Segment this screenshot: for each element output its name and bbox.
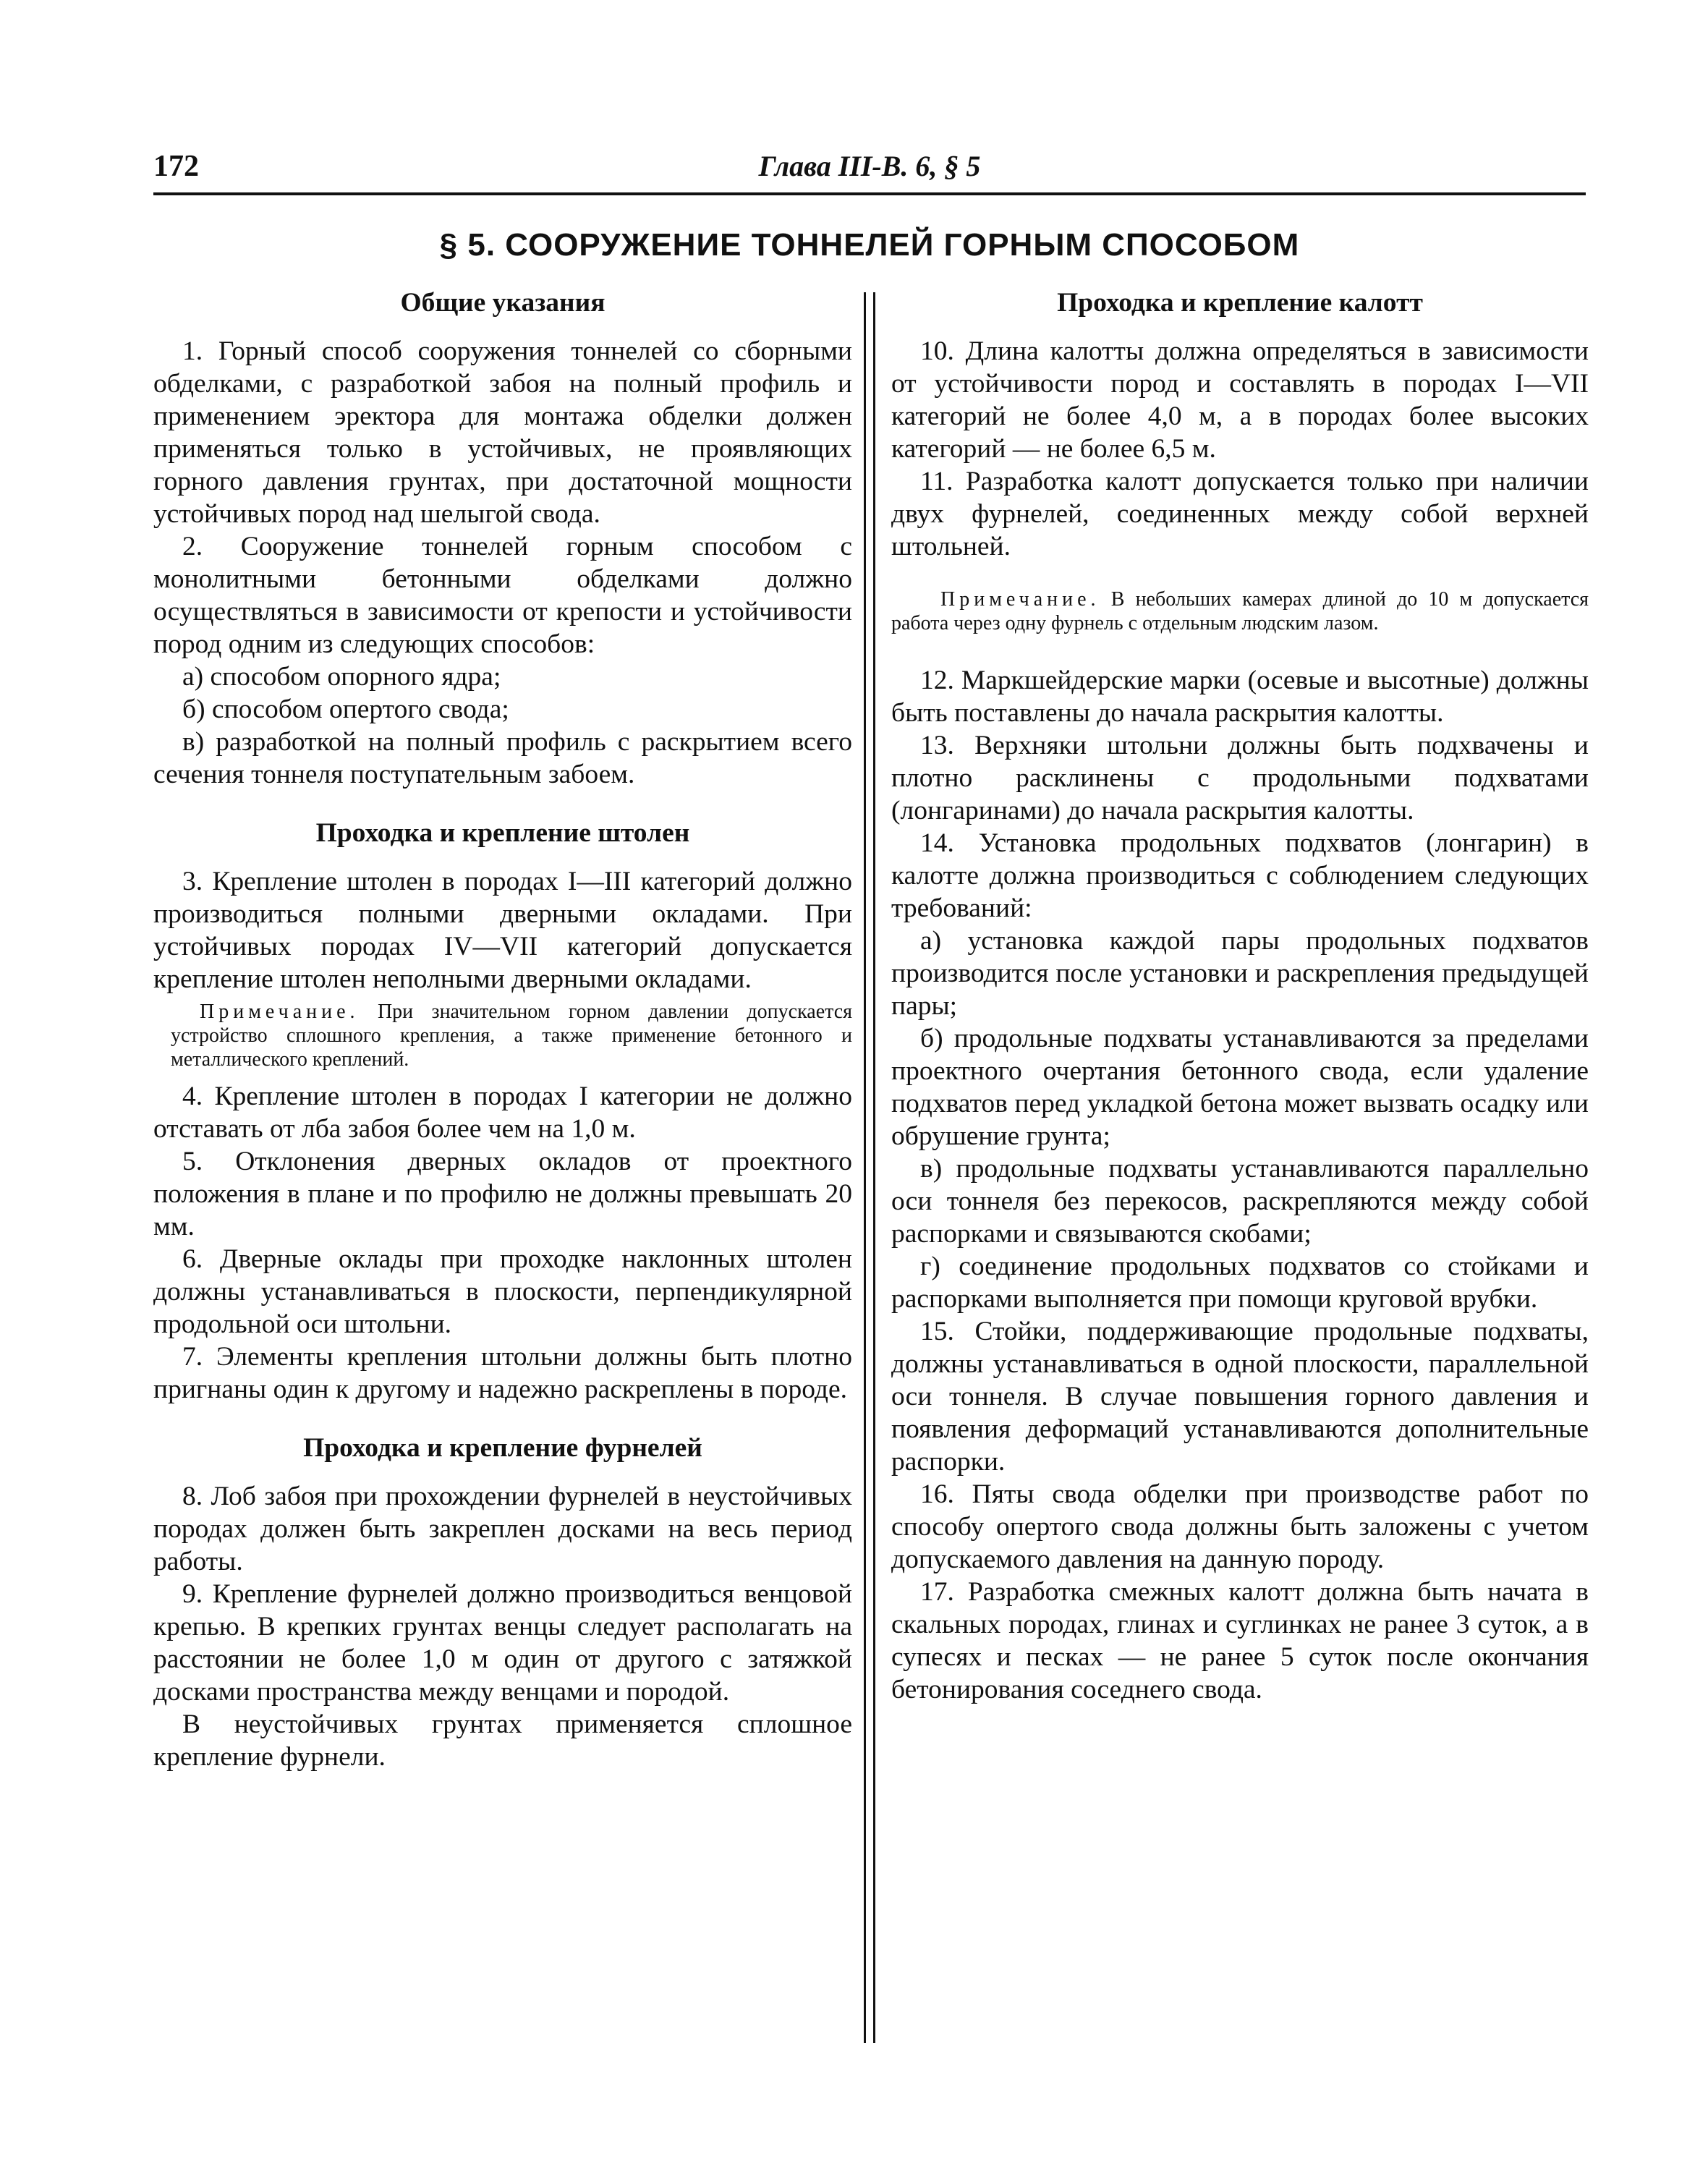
paragraph-4: 4. Крепление штолен в породах I категории не должно отставать от лба забоя более чем на 1,0 м. (153, 1082, 852, 1144)
paragraph-3: 3. Крепление штолен в породах I—III категорий должно производиться полными дверными окладами. При устойчивых породах IV—VII категорий допускается крепление штолен неполными дверными окладами. (153, 867, 852, 994)
paragraph-14d: г) соединение продольных подхватов со стойками и распорками выполняется при помощи круговой врубки. (891, 1252, 1589, 1314)
section-title: § 5. СООРУЖЕНИЕ ТОННЕЛЕЙ ГОРНЫМ СПОСОБОМ (439, 227, 1300, 263)
paragraph-2c: в) разработкой на полный профиль с раскрытием всего сечения тоннеля поступательным забоем. (153, 727, 852, 789)
heading-shafts: Проходка и крепление фурнелей (303, 1433, 702, 1463)
paragraph-15: 15. Стойки, поддерживающие продольные подхваты, должны устанавливаться в одной плоскости, параллельной оси тоннеля. В случае повышения горного давления и появления деформаций устанавливаются дополнительные распорки. (891, 1317, 1589, 1477)
paragraph-7: 7. Элементы крепления штольни должны быть плотно пригнаны один к другому и надежно раскреплены в породе. (153, 1342, 852, 1404)
paragraph-13: 13. Верхняки штольни должны быть подхвачены и плотно расклинены с продольными подхватами (лонгаринами) до начала раскрытия калотты. (891, 731, 1589, 825)
paragraph-17: 17. Разработка смежных калотт должна быть начата в скальных породах, глинах и суглинках не ранее 3 суток, а в супесях и песках — не ранее 5 суток после окончания бетонирования соседнего свода. (891, 1577, 1589, 1704)
paragraph-2: 2. Сооружение тоннелей горным способом с монолитными бетонными обделками должно осуществляться в зависимости от крепости и устойчивости пород одним из следующих способов: (153, 532, 852, 659)
paragraph-2a: а) способом опорного ядра; (182, 662, 501, 692)
header-rule (153, 192, 1586, 195)
left-column (153, 286, 852, 1773)
paragraph-14a: а) установка каждой пары продольных подхватов производится после установки и раскрепления предыдущей пары; (891, 926, 1589, 1021)
note-1-label: Примечание. (200, 1001, 360, 1023)
paragraph-14: 14. Установка продольных подхватов (лонгарин) в калотте должна производиться с соблюдением следующих требований: (891, 828, 1589, 923)
heading-general: Общие указания (400, 288, 606, 318)
page-number: 172 (153, 150, 199, 183)
chapter-reference: Глава III-В. 6, § 5 (758, 150, 981, 182)
paragraph-1: 1. Горный способ сооружения тоннелей со сборными обделками, с разработкой забоя на полный профиль и применением эректора для монтажа обделки должен применяться только в устойчивых, не проявляющих горного давления грунтах, при достаточной мощности устойчивых пород над шелыгой свода. (153, 336, 852, 529)
paragraph-6: 6. Дверные оклады при проходке наклонных штолен должны устанавливаться в плоскости, перпендикулярной продольной оси штольни. (153, 1244, 852, 1339)
paragraph-16: 16. Пяты свода обделки при производстве работ по способу опертого свода должны быть заложены с учетом допускаемого давления на данную породу. (891, 1479, 1589, 1574)
paragraph-2b: б) способом опертого свода; (182, 695, 509, 724)
paragraph-9: 9. Крепление фурнелей должно производиться венцовой крепью. В крепких грунтах венцы следует располагать на расстоянии не более 1,0 м один от другого с затяжкой досками пространства между венцами и породой. (153, 1579, 852, 1707)
note-1-text: При значительном горном давлении допускается устройство сплошного крепления, а также применение бетонного и металлического креплений. (171, 1001, 853, 1071)
paragraph-12: 12. Маркшейдерские марки (осевые и высотные) должны быть поставлены до начала раскрытия калотты. (891, 666, 1589, 728)
paragraph-8: 8. Лоб забоя при прохождении фурнелей в неустойчивых породах должен быть закреплен досками на весь период работы. (153, 1482, 852, 1576)
running-header (153, 149, 1586, 190)
paragraph-10: 10. Длина калотты должна определяться в зависимости от устойчивости пород и составлять в породах I—VII категорий не более 4,0 м, а в породах более высоких категорий — не более 6,5 м. (891, 336, 1589, 464)
right-column (891, 286, 1589, 1706)
paragraph-14b: б) продольные подхваты устанавливаются за пределами проектного очертания бетонного свода, если удаление подхватов перед укладкой бетона может вызвать осадку или обрушение грунта; (891, 1024, 1589, 1151)
heading-adits: Проходка и крепление штолен (315, 818, 690, 848)
note-2 (891, 587, 1589, 635)
paragraph-5: 5. Отклонения дверных окладов от проектного положения в плане и по профилю не должны превышать 20 мм. (153, 1147, 852, 1241)
note-1 (153, 1000, 852, 1071)
heading-calottes: Проходка и крепление калотт (1057, 288, 1423, 318)
note-2-label: Примечание. (940, 588, 1100, 611)
paragraph-9b: В неустойчивых грунтах применяется сплошное крепление фурнели. (153, 1709, 852, 1772)
note-2-text: В небольших камерах длиной до 10 м допускается работа через одну фурнель с отдельным людским лазом. (891, 588, 1589, 634)
paragraph-11: 11. Разработка калотт допускается только при наличии двух фурнелей, соединенных между собой верхней штольней. (891, 467, 1589, 561)
paragraph-14c: в) продольные подхваты устанавливаются параллельно оси тоннеля без перекосов, раскрепляются между собой распорками и связываются скобами; (891, 1154, 1589, 1249)
column-divider (864, 292, 875, 2043)
